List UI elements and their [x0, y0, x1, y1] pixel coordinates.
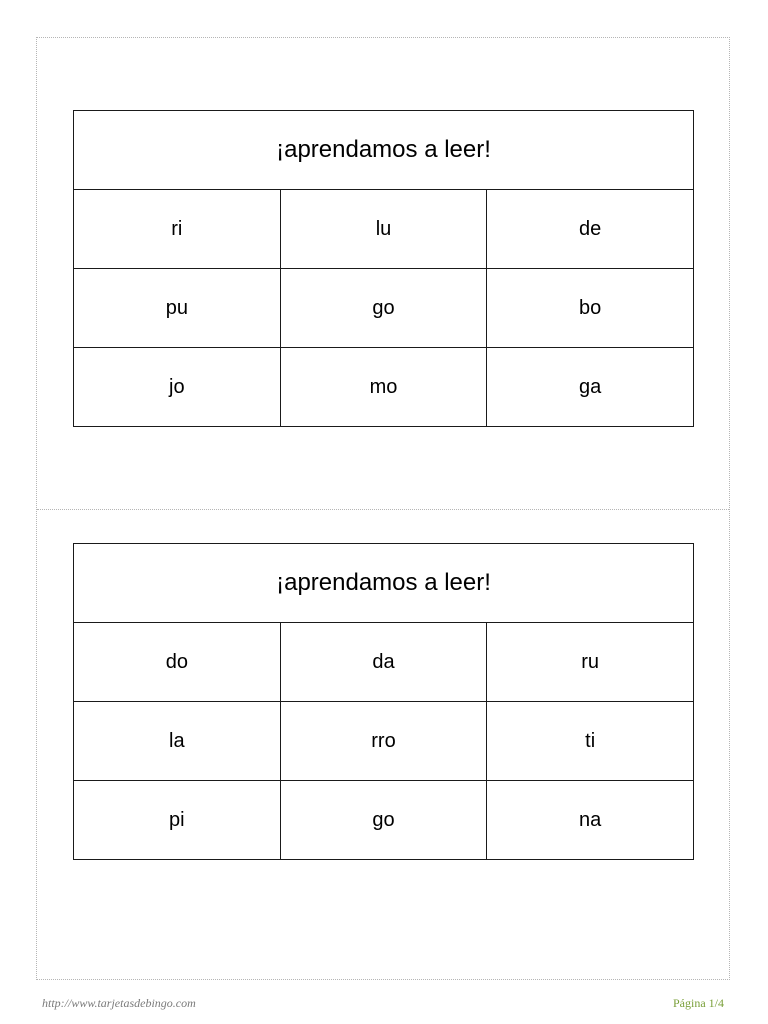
card-header-row [74, 544, 694, 623]
card-cell: bo [487, 269, 694, 348]
card-row [74, 348, 694, 427]
card-cell: rro [280, 702, 487, 781]
card-cell: do [74, 623, 281, 702]
card-row [74, 781, 694, 860]
card-row [74, 190, 694, 269]
card-header-row [74, 111, 694, 190]
card-cell: de [487, 190, 694, 269]
card-row [74, 269, 694, 348]
footer-url: http://www.tarjetasdebingo.com [42, 996, 196, 1010]
page-number: Página 1/4 [673, 996, 724, 1010]
card-cell: go [280, 269, 487, 348]
card-cell: ri [74, 190, 281, 269]
card-cell: lu [280, 190, 487, 269]
card-title: ¡aprendamos a leer! [74, 111, 694, 190]
card-cell: ga [487, 348, 694, 427]
card-cell: la [74, 702, 281, 781]
bingo-card [73, 543, 694, 860]
card-cell: ti [487, 702, 694, 781]
card-cell: na [487, 781, 694, 860]
card-cell: da [280, 623, 487, 702]
card-cell: jo [74, 348, 281, 427]
bingo-card [73, 110, 694, 427]
card-title: ¡aprendamos a leer! [74, 544, 694, 623]
cut-line [37, 509, 729, 510]
card-cell: pi [74, 781, 281, 860]
card-cell: pu [74, 269, 281, 348]
card-cell: ru [487, 623, 694, 702]
card-cell: go [280, 781, 487, 860]
card-cell: mo [280, 348, 487, 427]
card-row [74, 702, 694, 781]
card-row [74, 623, 694, 702]
